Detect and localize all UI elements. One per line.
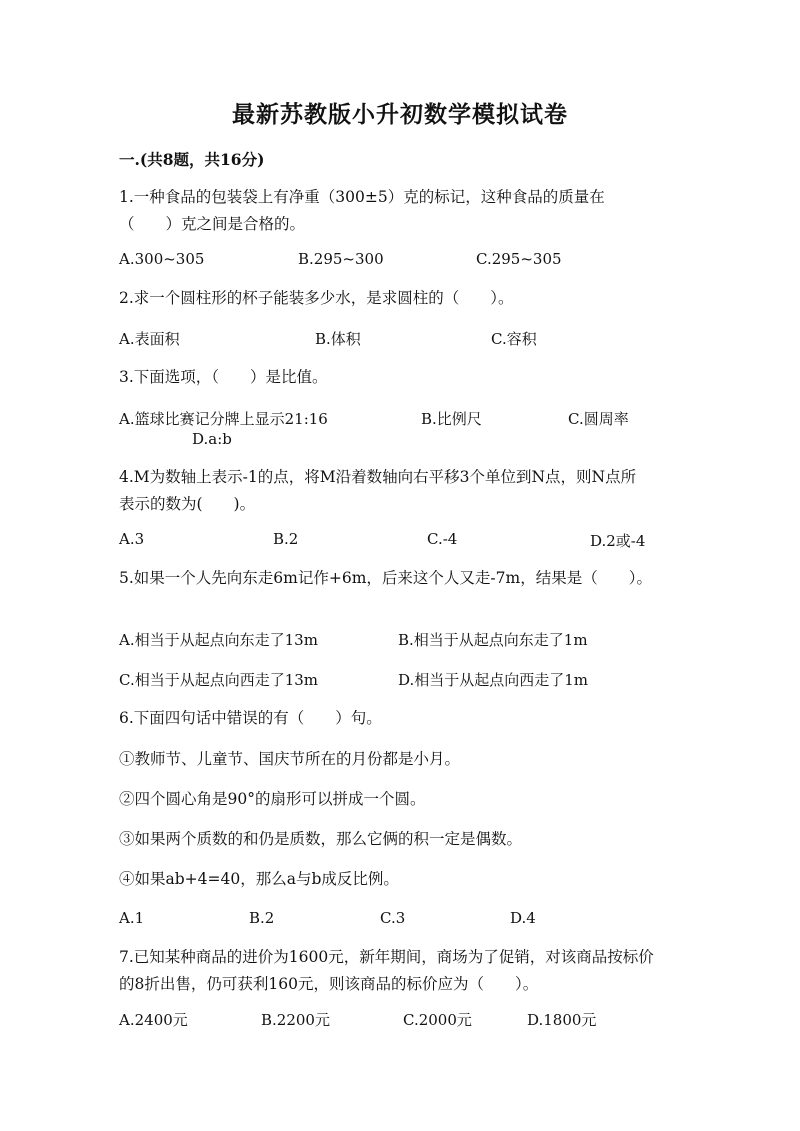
q1-option-c: C.295~305 <box>476 250 562 268</box>
q3-option-a: A.篮球比赛记分牌上显示21:16 <box>119 410 328 428</box>
q6-statement-1: ①教师节、儿童节、国庆节所在的月份都是小月。 <box>119 750 461 768</box>
q7-option-d: D.1800元 <box>527 1011 597 1029</box>
q1-option-a: A.300~305 <box>119 250 205 268</box>
question-1-line-1: 1.一种食品的包装袋上有净重（300±5）克的标记，这种食品的质量在 <box>119 188 605 206</box>
question-2 <box>119 285 689 312</box>
q6-option-c: C.3 <box>380 909 406 927</box>
q3-option-c: C.圆周率 <box>568 410 629 428</box>
question-4-line-2: 表示的数为( )。 <box>119 495 256 513</box>
q7-option-c: C.2000元 <box>403 1011 472 1029</box>
page-title: 最新苏教版小升初数学模拟试卷 <box>232 101 568 128</box>
question-6-text: 6.下面四句话中错误的有（ ）句。 <box>119 709 382 727</box>
question-4-line-1: 4.M为数轴上表示-1的点，将M沿着数轴向右平移3个单位到N点，则N点所 <box>119 468 637 486</box>
q3-option-b: B.比例尺 <box>421 410 482 428</box>
question-1 <box>119 184 689 238</box>
q2-option-c: C.容积 <box>491 330 537 348</box>
q4-option-d: D.2或-4 <box>590 532 646 550</box>
q6-option-a: A.1 <box>119 909 145 927</box>
q5-option-d: D.相当于从起点向西走了1m <box>398 671 589 689</box>
question-7-line-1: 7.已知某种商品的进价为1600元，新年期间，商场为了促销，对该商品按标价 <box>119 948 654 966</box>
q4-option-c: C.-4 <box>427 530 458 548</box>
q5-option-b: B.相当于从起点向东走了1m <box>398 631 588 649</box>
section-heading: 一.(共8题，共16分) <box>119 150 265 169</box>
q5-option-a: A.相当于从起点向东走了13m <box>119 631 318 649</box>
question-4 <box>119 464 689 518</box>
q4-option-a: A.3 <box>119 530 145 548</box>
q1-option-b: B.295~300 <box>298 250 384 268</box>
q6-statement-4: ④如果ab+4=40，那么a与b成反比例。 <box>119 870 399 888</box>
question-7 <box>119 944 699 998</box>
q4-option-b: B.2 <box>273 530 299 548</box>
q6-statement-2: ②四个圆心角是90°的扇形可以拼成一个圆。 <box>119 790 426 808</box>
q6-option-b: B.2 <box>249 909 275 927</box>
q7-option-a: A.2400元 <box>119 1011 188 1029</box>
q3-option-d: D.a:b <box>192 430 232 448</box>
question-2-text: 2.求一个圆柱形的杯子能装多少水，是求圆柱的（ ）。 <box>119 289 514 307</box>
question-3-text: 3.下面选项，（ ）是比值。 <box>119 368 328 386</box>
question-3 <box>119 364 689 391</box>
question-6 <box>119 705 689 732</box>
question-7-line-2: 的8折出售，仍可获利160元，则该商品的标价应为（ ）。 <box>119 975 539 993</box>
question-5-text: 5.如果一个人先向东走6m记作+6m，后来这个人又走-7m，结果是（ ）。 <box>119 569 652 587</box>
q6-statement-3: ③如果两个质数的和仍是质数，那么它俩的积一定是偶数。 <box>119 830 523 848</box>
q2-option-b: B.体积 <box>315 330 361 348</box>
q5-option-c: C.相当于从起点向西走了13m <box>119 671 319 689</box>
question-5 <box>119 565 719 592</box>
question-1-line-2: （ ）克之间是合格的。 <box>119 215 306 233</box>
q6-option-d: D.4 <box>510 909 536 927</box>
q7-option-b: B.2200元 <box>261 1011 330 1029</box>
q2-option-a: A.表面积 <box>119 330 180 348</box>
